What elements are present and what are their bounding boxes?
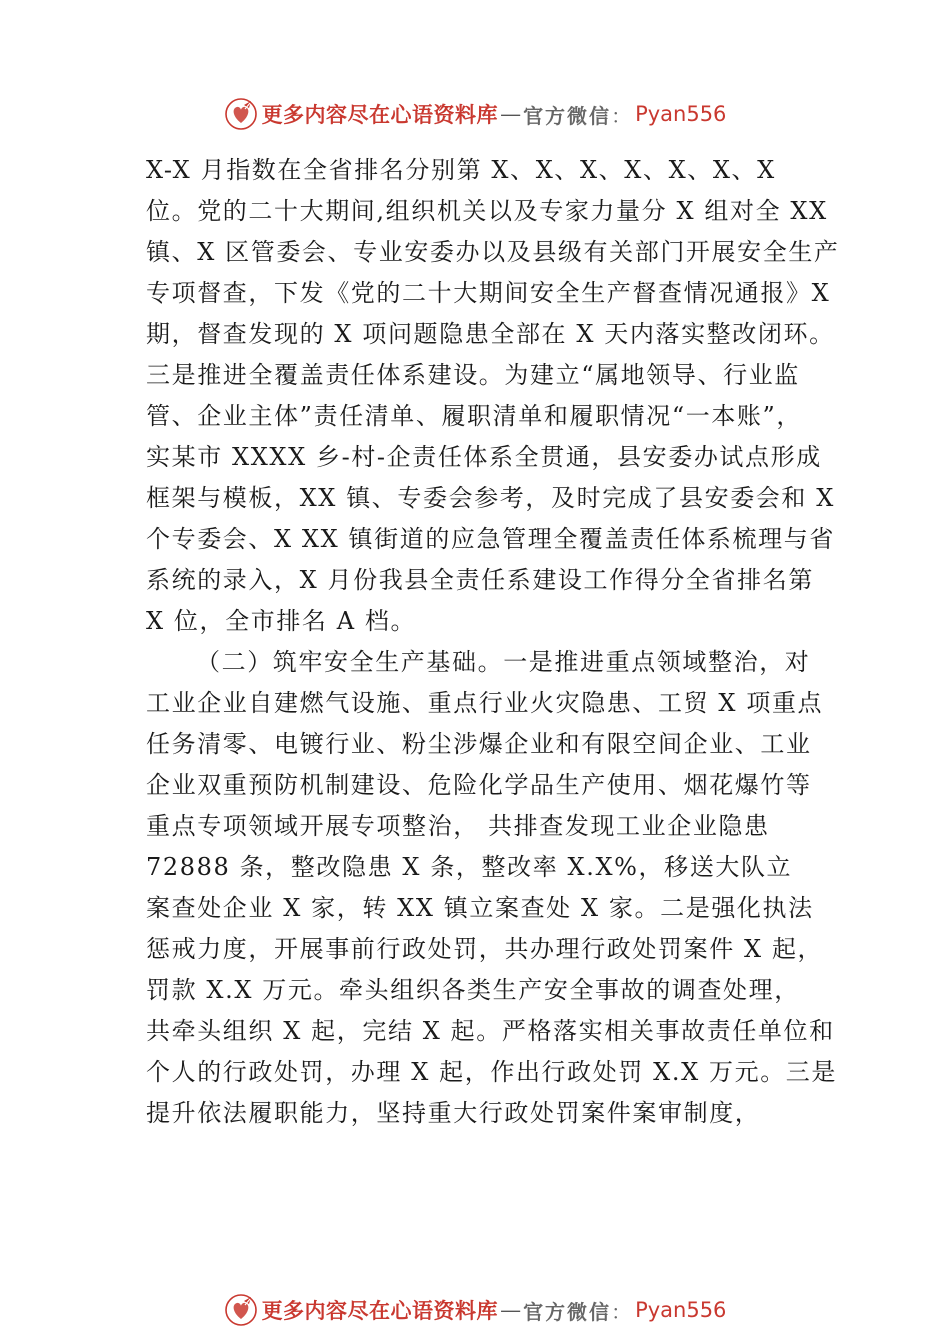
document-body: [146, 150, 840, 1134]
body-line: X 位，全市排名 A 档。: [146, 607, 417, 635]
body-line: 个人的行政处罚，办理 X 起，作出行政处罚 X.X 万元。三是: [146, 1058, 838, 1086]
body-line: 共牵头组织 X 起，完结 X 起。严格落实相关事故责任单位和: [146, 1017, 835, 1045]
body-line: 罚款 X.X 万元。牵头组织各类生产安全事故的调查处理，: [146, 976, 800, 1004]
watermark-brand: 更多内容尽在心语资料库: [261, 102, 499, 127]
body-line: 任务清零、电镀行业、粉尘涉爆企业和有限空间企业、工业: [146, 730, 812, 758]
watermark-dash: —: [500, 102, 522, 126]
body-line: 提升依法履职能力，坚持重大行政处罚案件案审制度，: [146, 1099, 761, 1127]
body-line: 个专委会、X XX 镇街道的应急管理全覆盖责任体系梳理与省: [146, 525, 835, 553]
watermark-brand: 更多内容尽在心语资料库: [261, 1298, 499, 1323]
watermark-wechat-id: Pyan556: [635, 102, 727, 126]
watermark-header: [0, 94, 950, 134]
body-line: 专项督查，下发《党的二十大期间安全生产督查情况通报》X: [146, 279, 831, 307]
section-heading-line: （二）筑牢安全生产基础。一是推进重点领域整治，对: [196, 648, 811, 676]
heart-pen-logo-icon: [224, 1293, 258, 1327]
heart-pen-logo-icon: [224, 97, 258, 131]
body-line: 企业双重预防机制建设、危险化学品生产使用、烟花爆竹等: [146, 771, 812, 799]
watermark-colon: ：: [611, 1299, 632, 1324]
body-line: 惩戒力度，开展事前行政处罚，共办理行政处罚案件 X 起，: [146, 935, 824, 963]
watermark-footer: [0, 1290, 950, 1330]
body-line: 工业企业自建燃气设施、重点行业火灾隐患、工贸 X 项重点: [146, 689, 824, 717]
body-line: 位。党的二十大期间,组织机关以及专家力量分 X 组对全 XX: [146, 197, 828, 225]
watermark-dash: —: [500, 1298, 522, 1322]
body-line: 案查处企业 X 家，转 XX 镇立案查处 X 家。二是强化执法: [146, 894, 814, 922]
watermark-wechat-id: Pyan556: [635, 1298, 727, 1322]
body-line: 系统的录入，X 月份我县全责任系建设工作得分全省排名第: [146, 566, 814, 594]
body-line: 72888 条，整改隐患 X 条，整改率 X.X%，移送大队立: [146, 853, 793, 881]
watermark-official: 官方微信: [523, 103, 612, 128]
body-line: 镇、X 区管委会、专业安委办以及县级有关部门开展安全生产: [146, 238, 840, 266]
body-line: 实某市 XXXX 乡-村-企责任体系全贯通，县安委办试点形成: [146, 443, 822, 471]
body-line: X-X 月指数在全省排名分别第 X、X、X、X、X、X、X: [146, 156, 776, 184]
watermark-official: 官方微信: [523, 1299, 612, 1324]
body-line: 期，督查发现的 X 项问题隐患全部在 X 天内落实整改闭环。: [146, 320, 835, 348]
body-line: 框架与模板，XX 镇、专委会参考，及时完成了县安委会和 X: [146, 484, 835, 512]
body-line: 重点专项领域开展专项整治， 共排查发现工业企业隐患: [146, 812, 770, 840]
watermark-colon: ：: [611, 103, 632, 128]
body-line: 三是推进全覆盖责任体系建设。为建立“属地领导、行业监: [146, 361, 800, 389]
body-line: 管、企业主体”责任清单、履职清单和履职情况“一本账”，: [146, 402, 803, 430]
